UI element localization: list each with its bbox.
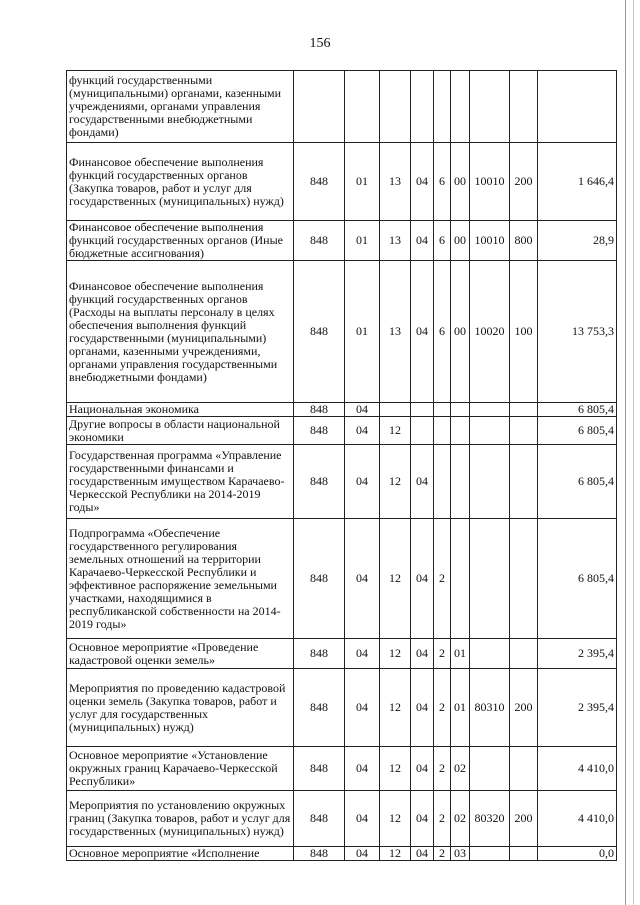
code-cell-c8 [510, 71, 538, 143]
code-cell-c5 [434, 417, 451, 445]
scan-edge-line [625, 0, 626, 905]
code-cell-c3 [380, 403, 411, 417]
amount-cell: 0,0 [538, 847, 617, 861]
code-cell-c3: 12 [380, 847, 411, 861]
code-cell-c1: 848 [294, 747, 345, 791]
code-cell-c4: 04 [411, 445, 434, 519]
code-cell-c3: 13 [380, 221, 411, 261]
amount-cell: 1 646,4 [538, 143, 617, 221]
code-cell-c7 [470, 403, 510, 417]
code-cell-c5: 2 [434, 791, 451, 847]
scan-edge-line [633, 0, 634, 905]
code-cell-c2: 01 [345, 143, 380, 221]
code-cell-c5: 2 [434, 519, 451, 639]
amount-cell: 2 395,4 [538, 669, 617, 747]
amount-cell: 6 805,4 [538, 445, 617, 519]
code-cell-c7 [470, 71, 510, 143]
row-name-cell: Мероприятия по установлению окружных границ (Закупка товаров, работ и услуг для государственных (муниципальных) нужд) [67, 791, 294, 847]
code-cell-c3: 12 [380, 519, 411, 639]
table-row [67, 261, 617, 403]
code-cell-c8: 200 [510, 791, 538, 847]
row-name-cell: Основное мероприятие «Установление окружных границ Карачаево-Черкесской Республики» [67, 747, 294, 791]
code-cell-c4: 04 [411, 669, 434, 747]
page-number: 156 [309, 36, 331, 51]
code-cell-c1: 848 [294, 403, 345, 417]
code-cell-c5: 2 [434, 847, 451, 861]
code-cell-c8 [510, 847, 538, 861]
code-cell-c1: 848 [294, 519, 345, 639]
amount-cell: 28,9 [538, 221, 617, 261]
code-cell-c2: 01 [345, 261, 380, 403]
code-cell-c6: 01 [451, 639, 470, 669]
code-cell-c2: 04 [345, 791, 380, 847]
code-cell-c7 [470, 417, 510, 445]
code-cell-c4: 04 [411, 847, 434, 861]
code-cell-c1: 848 [294, 791, 345, 847]
code-cell-c2 [345, 71, 380, 143]
code-cell-c6: 02 [451, 791, 470, 847]
code-cell-c2: 01 [345, 221, 380, 261]
code-cell-c1: 848 [294, 669, 345, 747]
code-cell-c3: 12 [380, 639, 411, 669]
table-row [67, 221, 617, 261]
code-cell-c7 [470, 639, 510, 669]
row-name-cell: Мероприятия по проведению кадастровой оценки земель (Закупка товаров, работ и услуг для государственных (муниципальных) нужд) [67, 669, 294, 747]
code-cell-c5: 6 [434, 221, 451, 261]
row-name-cell: Национальная экономика [67, 403, 294, 417]
code-cell-c7: 10020 [470, 261, 510, 403]
code-cell-c7 [470, 847, 510, 861]
code-cell-c5: 2 [434, 639, 451, 669]
code-cell-c2: 04 [345, 417, 380, 445]
code-cell-c6 [451, 71, 470, 143]
code-cell-c3: 12 [380, 669, 411, 747]
code-cell-c5: 6 [434, 143, 451, 221]
row-name-cell: Основное мероприятие «Проведение кадастровой оценки земель» [67, 639, 294, 669]
table-row [67, 417, 617, 445]
table-row [67, 747, 617, 791]
table-row [67, 847, 617, 861]
row-name-cell: функций государственными (муниципальными) органами, казенными учреждениями, органами управления государственными внебюджетными фондами) [67, 71, 294, 143]
code-cell-c2: 04 [345, 669, 380, 747]
code-cell-c1: 848 [294, 639, 345, 669]
code-cell-c1: 848 [294, 417, 345, 445]
code-cell-c1: 848 [294, 445, 345, 519]
code-cell-c3: 12 [380, 791, 411, 847]
code-cell-c6: 00 [451, 143, 470, 221]
amount-cell: 13 753,3 [538, 261, 617, 403]
code-cell-c8 [510, 403, 538, 417]
code-cell-c8: 800 [510, 221, 538, 261]
code-cell-c5: 2 [434, 747, 451, 791]
code-cell-c8 [510, 747, 538, 791]
row-name-cell: Финансовое обеспечение выполнения функций государственных органов (Расходы на выплаты персоналу в целях обеспечения выполнения функций государственными (муниципальными) органами, казенными учреждениями, органами управления государственными внебюджетными фондами) [67, 261, 294, 403]
amount-cell: 2 395,4 [538, 639, 617, 669]
code-cell-c2: 04 [345, 519, 380, 639]
code-cell-c4: 04 [411, 639, 434, 669]
table-row [67, 71, 617, 143]
budget-table-body [67, 71, 617, 861]
code-cell-c4 [411, 71, 434, 143]
code-cell-c5 [434, 445, 451, 519]
code-cell-c3: 12 [380, 747, 411, 791]
code-cell-c4: 04 [411, 143, 434, 221]
code-cell-c4 [411, 417, 434, 445]
code-cell-c5 [434, 403, 451, 417]
code-cell-c7 [470, 747, 510, 791]
code-cell-c7: 10010 [470, 221, 510, 261]
code-cell-c8 [510, 639, 538, 669]
code-cell-c1 [294, 71, 345, 143]
amount-cell: 6 805,4 [538, 403, 617, 417]
code-cell-c7: 10010 [470, 143, 510, 221]
code-cell-c3 [380, 71, 411, 143]
code-cell-c6: 00 [451, 261, 470, 403]
code-cell-c3: 12 [380, 417, 411, 445]
code-cell-c4: 04 [411, 261, 434, 403]
code-cell-c2: 04 [345, 403, 380, 417]
amount-cell: 4 410,0 [538, 747, 617, 791]
code-cell-c2: 04 [345, 639, 380, 669]
code-cell-c5: 2 [434, 669, 451, 747]
amount-cell: 6 805,4 [538, 519, 617, 639]
code-cell-c8 [510, 519, 538, 639]
code-cell-c6 [451, 417, 470, 445]
row-name-cell: Основное мероприятие «Исполнение [67, 847, 294, 861]
table-row [67, 791, 617, 847]
table-row [67, 403, 617, 417]
code-cell-c2: 04 [345, 847, 380, 861]
code-cell-c8: 100 [510, 261, 538, 403]
code-cell-c4: 04 [411, 747, 434, 791]
code-cell-c5: 6 [434, 261, 451, 403]
code-cell-c5 [434, 71, 451, 143]
budget-table [66, 70, 617, 861]
amount-cell [538, 71, 617, 143]
row-name-cell: Финансовое обеспечение выполнения функций государственных органов (Закупка товаров, работ и услуг для государственных (муниципальных) нужд) [67, 143, 294, 221]
code-cell-c7 [470, 445, 510, 519]
table-row [67, 669, 617, 747]
code-cell-c8: 200 [510, 143, 538, 221]
code-cell-c3: 12 [380, 445, 411, 519]
code-cell-c6 [451, 403, 470, 417]
code-cell-c6 [451, 519, 470, 639]
code-cell-c4: 04 [411, 519, 434, 639]
table-row [67, 445, 617, 519]
row-name-cell: Подпрограмма «Обеспечение государственного регулирования земельных отношений на территории Карачаево-Черкесской Республики и эффективное распоряжение земельными участками, находящимися в республиканской собственности на 2014-2019 годы» [67, 519, 294, 639]
code-cell-c6: 02 [451, 747, 470, 791]
table-row [67, 143, 617, 221]
table-row [67, 639, 617, 669]
code-cell-c4: 04 [411, 791, 434, 847]
code-cell-c8: 200 [510, 669, 538, 747]
code-cell-c7: 80320 [470, 791, 510, 847]
code-cell-c8 [510, 417, 538, 445]
table-row [67, 519, 617, 639]
code-cell-c1: 848 [294, 261, 345, 403]
code-cell-c3: 13 [380, 143, 411, 221]
code-cell-c2: 04 [345, 445, 380, 519]
code-cell-c1: 848 [294, 847, 345, 861]
code-cell-c6: 00 [451, 221, 470, 261]
code-cell-c4: 04 [411, 221, 434, 261]
code-cell-c6: 01 [451, 669, 470, 747]
amount-cell: 4 410,0 [538, 791, 617, 847]
amount-cell: 6 805,4 [538, 417, 617, 445]
code-cell-c3: 13 [380, 261, 411, 403]
code-cell-c2: 04 [345, 747, 380, 791]
code-cell-c6 [451, 445, 470, 519]
code-cell-c1: 848 [294, 221, 345, 261]
row-name-cell: Финансовое обеспечение выполнения функций государственных органов (Иные бюджетные ассигнования) [67, 221, 294, 261]
code-cell-c7 [470, 519, 510, 639]
code-cell-c1: 848 [294, 143, 345, 221]
code-cell-c7: 80310 [470, 669, 510, 747]
row-name-cell: Другие вопросы в области национальной экономики [67, 417, 294, 445]
code-cell-c4 [411, 403, 434, 417]
code-cell-c8 [510, 445, 538, 519]
row-name-cell: Государственная программа «Управление государственными финансами и государственным имуществом Карачаево-Черкесской Республики на 2014-2019 годы» [67, 445, 294, 519]
code-cell-c6: 03 [451, 847, 470, 861]
